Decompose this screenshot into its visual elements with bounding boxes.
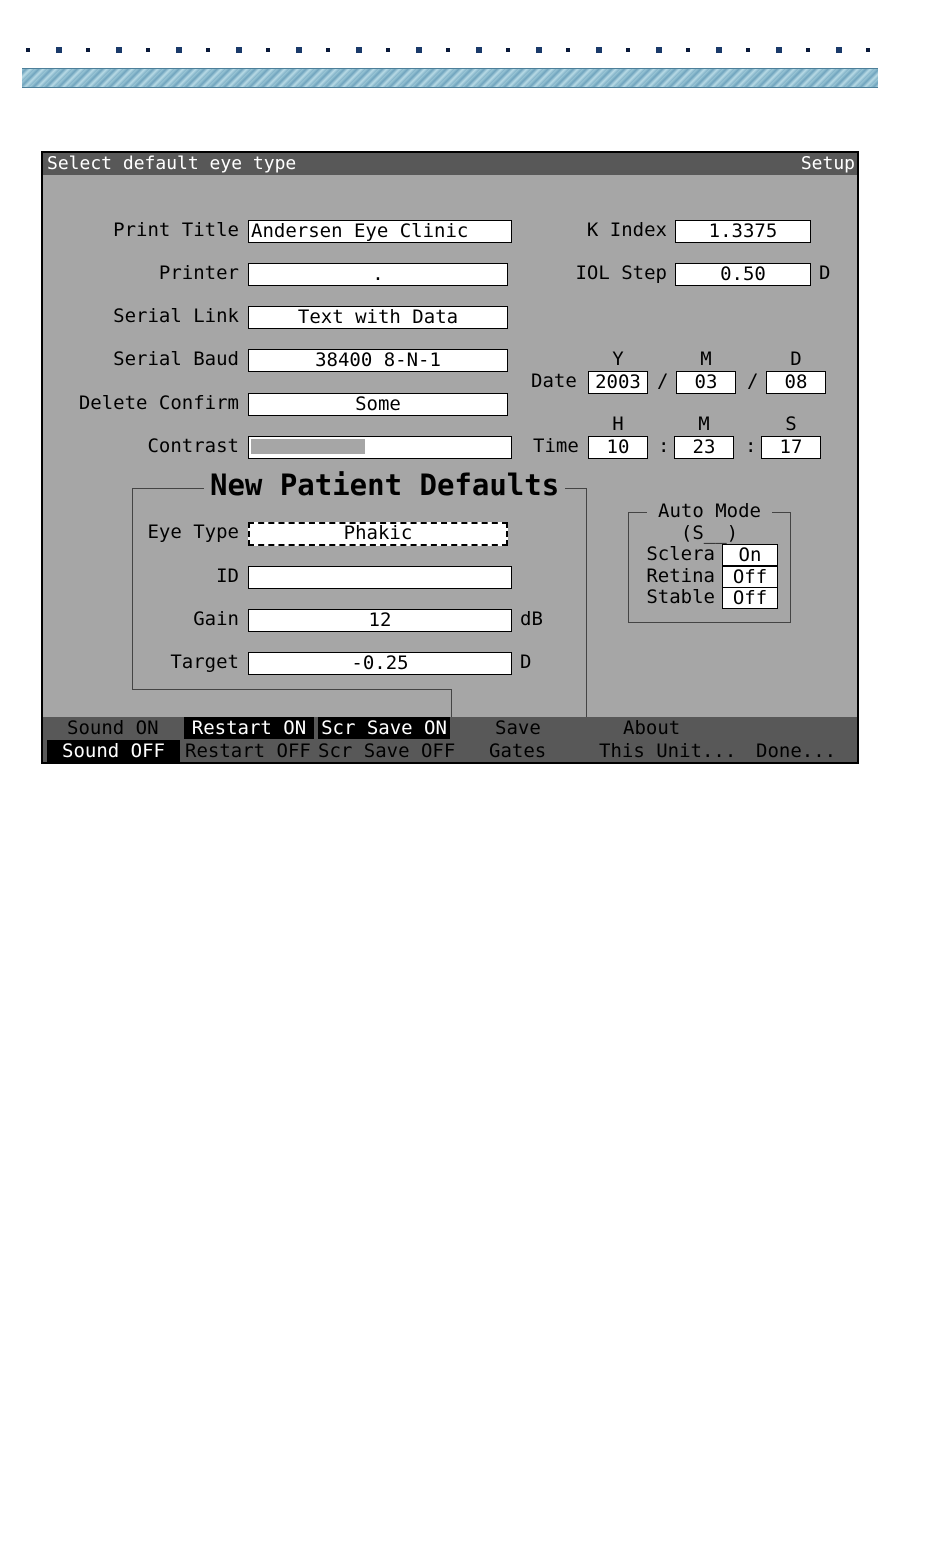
delete-confirm-field[interactable]: Some <box>248 393 508 416</box>
scr-save-on-key[interactable]: Scr Save ON <box>318 717 450 739</box>
date-day-header: D <box>790 348 802 370</box>
group-right-border <box>586 488 587 717</box>
serial-link-field[interactable]: Text with Data <box>248 306 508 329</box>
header-dot <box>206 48 210 52</box>
k-index-label: K Index <box>586 219 667 241</box>
header-dot <box>296 47 302 53</box>
iol-step-unit: D <box>819 262 831 284</box>
header-dot <box>56 47 62 53</box>
header-dot <box>716 47 722 53</box>
serial-link-label: Serial Link <box>113 305 239 327</box>
serial-baud-label: Serial Baud <box>113 348 239 370</box>
sclera-field[interactable]: On <box>722 544 778 566</box>
header-dot <box>86 48 90 52</box>
serial-baud-field[interactable]: 38400 8-N-1 <box>248 349 508 372</box>
about-key-line1[interactable]: About <box>623 717 681 739</box>
delete-confirm-label: Delete Confirm <box>78 392 239 414</box>
header-dot <box>476 47 482 53</box>
time-separator-1: : <box>658 435 670 457</box>
screen-title: Select default eye type <box>47 153 297 174</box>
new-patient-defaults-title: New Patient Defaults <box>204 470 565 500</box>
header-dot <box>146 48 150 52</box>
header-dot <box>776 47 782 53</box>
header-dot <box>266 48 270 52</box>
gain-unit: dB <box>520 608 543 630</box>
header-band <box>22 68 878 88</box>
header-dot <box>236 47 242 53</box>
softkey-bar <box>43 717 857 762</box>
auto-mode-code: (S__) <box>680 522 739 544</box>
header-dot-row <box>22 44 877 58</box>
sound-off-key[interactable]: Sound OFF <box>47 740 180 762</box>
header-dot <box>386 48 390 52</box>
header-dot <box>326 48 330 52</box>
header-dot <box>176 47 182 53</box>
time-second-field[interactable]: 17 <box>761 436 821 459</box>
date-month-field[interactable]: 03 <box>676 371 736 394</box>
header-dot <box>836 47 842 53</box>
time-minute-field[interactable]: 23 <box>674 436 734 459</box>
restart-off-key[interactable]: Restart OFF <box>185 740 311 762</box>
date-separator-2: / <box>747 370 759 392</box>
header-dot <box>746 48 750 52</box>
retina-field[interactable]: Off <box>722 566 778 588</box>
header-dot <box>116 47 122 53</box>
header-dot <box>536 47 542 53</box>
iol-step-field[interactable]: 0.50 <box>675 263 811 286</box>
id-field[interactable] <box>248 566 512 589</box>
eye-type-label: Eye Type <box>147 521 239 543</box>
stable-field[interactable]: Off <box>722 587 778 609</box>
time-separator-2: : <box>745 435 757 457</box>
target-label: Target <box>170 651 239 673</box>
eye-type-field[interactable]: Phakic <box>248 522 508 546</box>
retina-label: Retina <box>646 565 715 587</box>
print-title-field[interactable]: Andersen Eye Clinic <box>248 220 512 243</box>
stable-label: Stable <box>646 586 715 608</box>
target-field[interactable]: -0.25 <box>248 652 512 675</box>
time-minute-header: M <box>698 413 710 435</box>
k-index-field[interactable]: 1.3375 <box>675 220 811 243</box>
scr-save-off-key[interactable]: Scr Save OFF <box>318 740 456 762</box>
header-dot <box>566 48 570 52</box>
id-label: ID <box>216 565 239 587</box>
date-separator-1: / <box>657 370 669 392</box>
date-year-header: Y <box>612 348 624 370</box>
header-dot <box>26 48 30 52</box>
header-dot <box>446 48 450 52</box>
gain-field[interactable]: 12 <box>248 609 512 632</box>
done-key[interactable]: Done... <box>756 740 837 762</box>
header-dot <box>506 48 510 52</box>
header-dot <box>656 47 662 53</box>
group-bottom-border <box>132 689 452 690</box>
contrast-level-fill <box>251 439 365 454</box>
sound-on-key[interactable]: Sound ON <box>67 717 159 739</box>
printer-field[interactable]: . <box>248 263 508 286</box>
header-dot <box>866 48 870 52</box>
setup-screen <box>41 151 859 764</box>
header-dot <box>626 48 630 52</box>
save-gates-key-line2[interactable]: Gates <box>489 740 547 762</box>
group-bottom-tick <box>451 689 452 717</box>
header-dot <box>686 48 690 52</box>
save-gates-key-line1[interactable]: Save <box>495 717 541 739</box>
restart-on-key[interactable]: Restart ON <box>184 717 314 739</box>
time-second-header: S <box>785 413 797 435</box>
printer-label: Printer <box>158 262 239 284</box>
header-dot <box>596 47 602 53</box>
date-label: Date <box>531 370 577 392</box>
title-bar <box>43 153 857 175</box>
gain-label: Gain <box>193 608 239 630</box>
header-dot <box>356 47 362 53</box>
target-unit: D <box>520 651 532 673</box>
contrast-slider[interactable] <box>248 436 512 459</box>
date-month-header: M <box>700 348 712 370</box>
time-hour-field[interactable]: 10 <box>588 436 648 459</box>
about-key-line2[interactable]: This Unit... <box>599 740 737 762</box>
time-label: Time <box>533 435 579 457</box>
date-day-field[interactable]: 08 <box>766 371 826 394</box>
sclera-label: Sclera <box>646 543 715 565</box>
iol-step-label: IOL Step <box>575 262 667 284</box>
contrast-label: Contrast <box>147 435 239 457</box>
print-title-label: Print Title <box>113 219 239 241</box>
time-hour-header: H <box>612 413 624 435</box>
screen-mode: Setup <box>800 153 855 174</box>
header-dot <box>806 48 810 52</box>
auto-mode-title: Auto Mode <box>647 500 772 522</box>
header-dot <box>416 47 422 53</box>
date-year-field[interactable]: 2003 <box>588 371 648 394</box>
